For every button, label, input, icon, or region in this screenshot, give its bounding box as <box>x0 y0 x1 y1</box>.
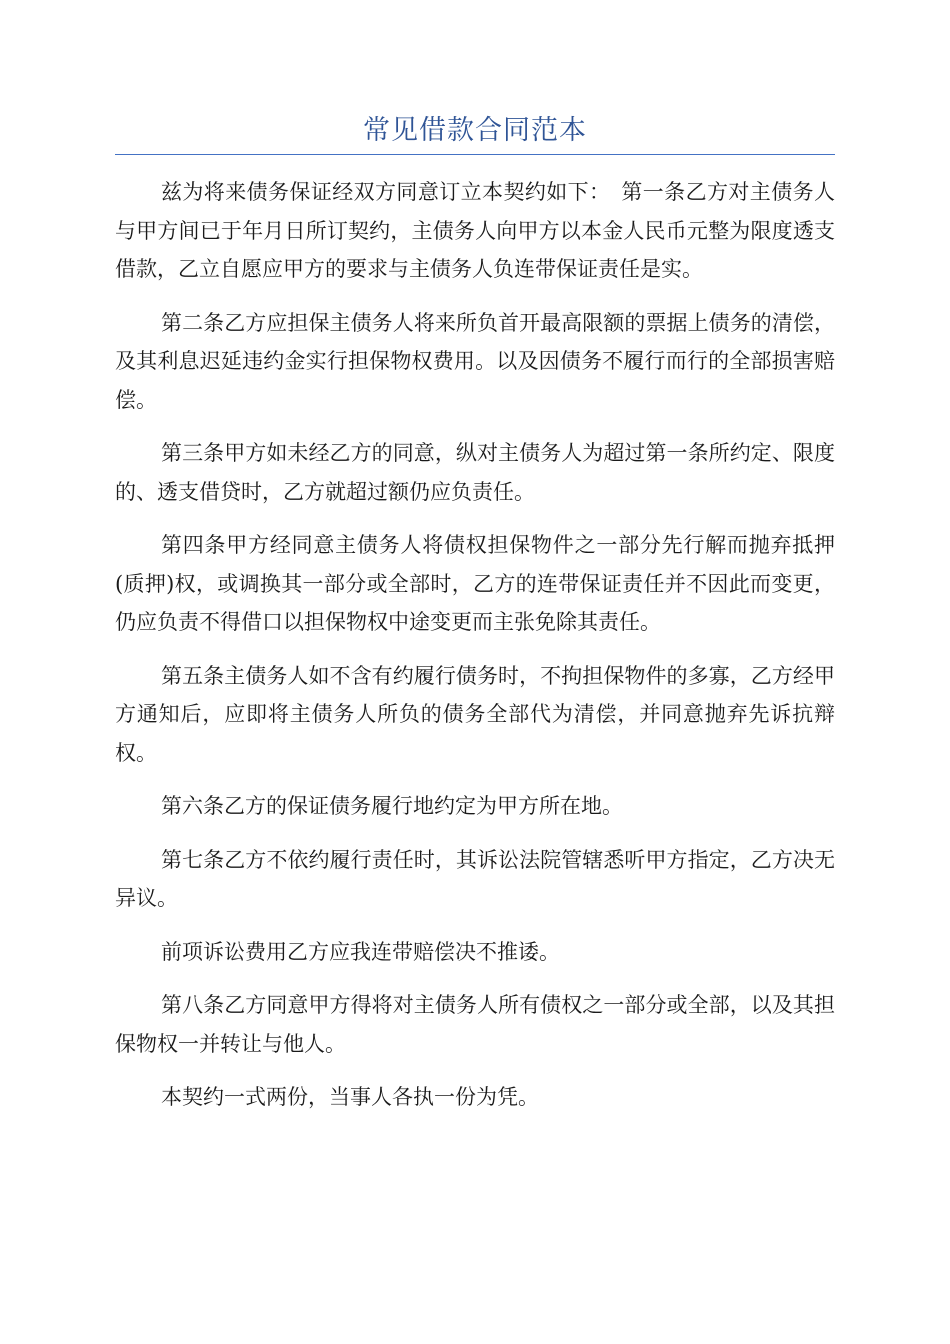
paragraph-intro-article-1: 兹为将来债务保证经双方同意订立本契约如下： 第一条乙方对主债务人与甲方间已于年月日所订契约，主债务人向甲方以本金人民币元整为限度透支借款，乙立自愿应甲方的要求与主债务人负连带保证责任是实。 <box>115 180 835 281</box>
paragraph-article-6: 第六条乙方的保证债务履行地约定为甲方所在地。 <box>161 794 623 818</box>
paragraph-article-2: 第二条乙方应担保主债务人将来所负首开最高限额的票据上债务的清偿，及其利息迟延违约金实行担保物权费用。以及因债务不履行而行的全部损害赔偿。 <box>115 310 835 412</box>
document-body <box>115 173 835 1132</box>
title-underline <box>115 154 835 155</box>
paragraph-litigation-costs: 前项诉讼费用乙方应我连带赔偿决不推诿。 <box>161 939 560 964</box>
paragraph-article-4: 第四条甲方经同意主债务人将债权担保物件之一部分先行解而抛弃抵押(质押)权，或调换其一部分或全部时，乙方的连带保证责任并不因此而变更，仍应负责不得借口以担保物权中途变更而主张免除其责任。 <box>115 533 835 634</box>
paragraph-article-7: 第七条乙方不依约履行责任时，其诉讼法院管辖悉听甲方指定，乙方决无异议。 <box>115 847 835 910</box>
paragraph-closing: 本契约一式两份，当事人各执一份为凭。 <box>161 1085 539 1109</box>
document-title: 常见借款合同范本 <box>363 115 587 146</box>
paragraph-article-8: 第八条乙方同意甲方得将对主债务人所有债权之一部分或全部，以及其担保物权一并转让与他人。 <box>115 993 835 1056</box>
paragraph-article-3: 第三条甲方如未经乙方的同意，纵对主债务人为超过第一条所约定、限度的、透支借贷时，乙方就超过额仍应负责任。 <box>115 441 835 504</box>
paragraph-article-5: 第五条主债务人如不含有约履行债务时，不拘担保物件的多寡，乙方经甲方通知后，应即将主债务人所负的债务全部代为清偿，并同意抛弃先诉抗辩权。 <box>115 663 835 765</box>
